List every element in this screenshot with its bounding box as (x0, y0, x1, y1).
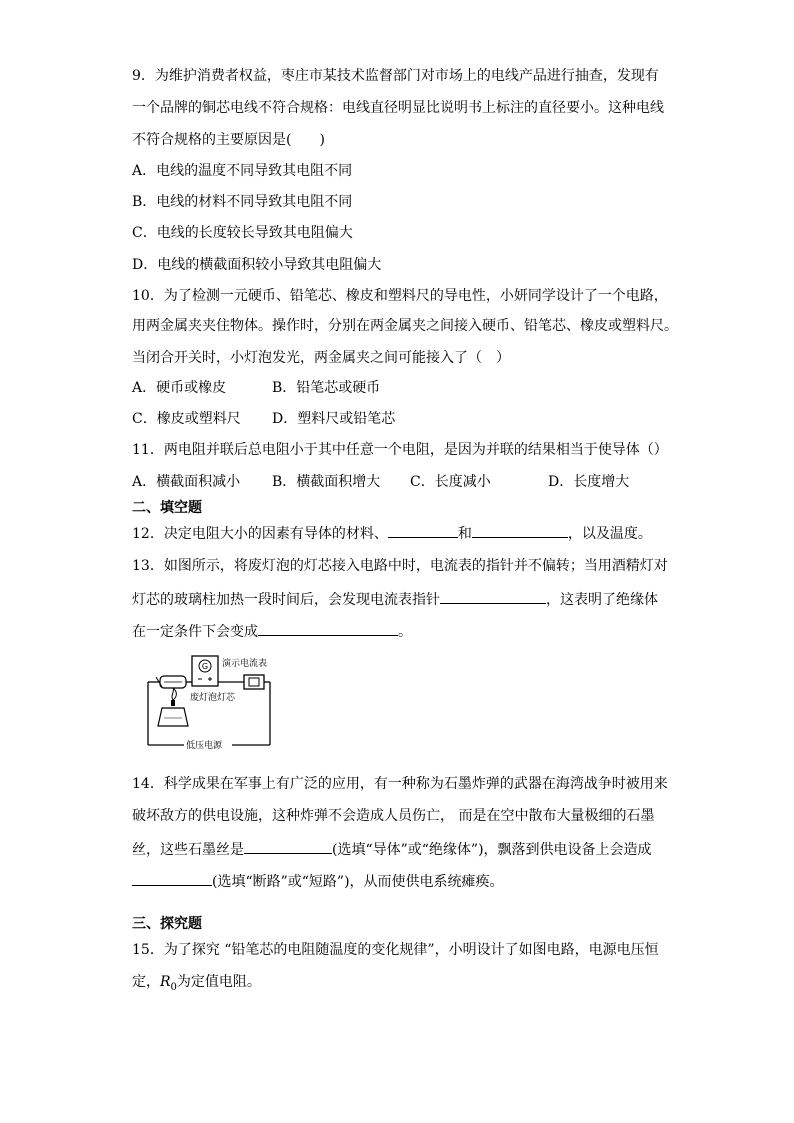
q12-prefix: 12．决定电阻大小的因素有导体的材料、 (132, 526, 388, 542)
q15-line2-prefix: 定， (132, 974, 160, 990)
q14-line4-suffix: (选填“断路”或“短路”)，从而使供电系统瘫痪。 (212, 874, 504, 890)
q9-line3: 不符合规格的主要原因是( ) (132, 132, 325, 148)
q12-mid: 和 (457, 526, 472, 542)
q14-line3 (132, 838, 652, 860)
ammeter-symbol: G (201, 662, 209, 671)
q10-option-d: D．塑料尺或铅笔芯 (272, 411, 396, 427)
q14-line4 (132, 870, 504, 892)
q11-line1: 11．两电阻并联后总电阻小于其中任意一个电阻，是因为并联的结果相当于使导体（） (132, 442, 668, 458)
q13-line2-suffix: ，这表明了绝缘体 (546, 592, 658, 608)
q10-line2: 用两金属夹夹住物体。操作时，分别在两金属夹之间接入硬币、铅笔芯、橡皮或塑料尺。 (132, 318, 678, 334)
q13-line3-suffix: 。 (398, 624, 412, 640)
q14-line3-prefix: 丝，这些石墨丝是 (132, 842, 244, 858)
q13-blank-1[interactable] (440, 588, 546, 604)
q9-line1: 9．为维护消费者权益，枣庄市某技术监督部门对市场上的电线产品进行抽查，发现有 (132, 68, 659, 84)
switch (244, 675, 264, 689)
q14-line3-suffix: (选填“导体”或“绝缘体”)，飘落到供电设备上会造成 (332, 842, 652, 858)
q11-option-b: B．横截面积增大 (272, 474, 381, 490)
q13-line1: 13．如图所示，将废灯泡的灯芯接入电路中时，电流表的指针并不偏转；当用酒精灯对 (132, 558, 668, 574)
q13-line2-prefix: 灯芯的玻璃柱加热一段时间后，会发现电流表指针 (132, 592, 440, 608)
ammeter-label: 演示电流表 (222, 659, 268, 669)
q10-option-a: A．硬币或橡皮 (132, 380, 227, 396)
circuit-diagram-svg (140, 652, 280, 752)
q15-line1: 15．为了探究 “铅笔芯的电阻随温度的变化规律”，小明设计了如图电路，电源电压恒 (132, 942, 659, 958)
q14-line2: 破坏敌方的供电设施，这种炸弹不会造成人员伤亡， 而是在空中散布大量极细的石墨 (132, 808, 655, 824)
q14-blank-1[interactable] (244, 838, 332, 854)
q15-line2-suffix: 为定值电阻。 (176, 974, 261, 990)
section-heading-fill-in: 二、填空题 (132, 500, 202, 516)
ammeter (192, 656, 218, 686)
q13-line2 (132, 588, 658, 610)
circuit-diagram (140, 652, 280, 752)
q10-option-c: C．橡皮或塑料尺 (132, 411, 241, 427)
q9-line2: 一个品牌的铜芯电线不符合规格：电线直径明显比说明书上标注的直径要小。这种电线 (132, 100, 664, 116)
q9-option-c: C．电线的长度较长导致其电阻偏大 (132, 225, 353, 241)
resistor-symbol: R (160, 974, 171, 990)
alcohol-lamp (158, 688, 188, 726)
q13-line3-prefix: 在一定条件下会变成 (132, 624, 258, 640)
q12-blank-1[interactable] (388, 522, 458, 538)
lamp-core (156, 676, 186, 688)
q11-option-d: D．长度增大 (548, 474, 630, 490)
q10-line1: 10．为了检测一元硬币、铅笔芯、橡皮和塑料尺的导电性，小妍同学设计了一个电路， (132, 288, 668, 304)
q9-option-d: D．电线的横截面积较小导致其电阻偏大 (132, 257, 382, 273)
q14-blank-2[interactable] (132, 870, 212, 886)
q12-blank-2[interactable] (472, 522, 568, 538)
q9-option-a: A．电线的温度不同导致其电阻不同 (132, 163, 353, 179)
q11-option-c: C．长度减小 (410, 474, 491, 490)
q13-blank-2[interactable] (258, 620, 398, 636)
q14-line1: 14．科学成果在军事上有广泛的应用，有一种称为石墨炸弹的武器在海湾战争时被用来 (132, 776, 668, 792)
q13-line3 (132, 620, 412, 642)
q12-suffix: ，以及温度。 (567, 526, 652, 542)
resistor-subscript: 0 (170, 981, 177, 993)
section-heading-inquiry: 三、探究题 (132, 916, 202, 932)
lamp-core-label: 废灯泡灯芯 (190, 693, 236, 703)
q10-option-b: B．铅笔芯或硬币 (272, 380, 381, 396)
q9-option-b: B．电线的材料不同导致其电阻不同 (132, 194, 353, 210)
power-source-label: 低压电源 (186, 741, 223, 751)
q11-option-a: A．横截面积减小 (132, 474, 241, 490)
q15-line2 (132, 972, 261, 998)
q12-line1 (132, 522, 652, 544)
q10-line3: 当闭合开关时，小灯泡发光，两金属夹之间可能接入了（ ） (132, 350, 510, 366)
